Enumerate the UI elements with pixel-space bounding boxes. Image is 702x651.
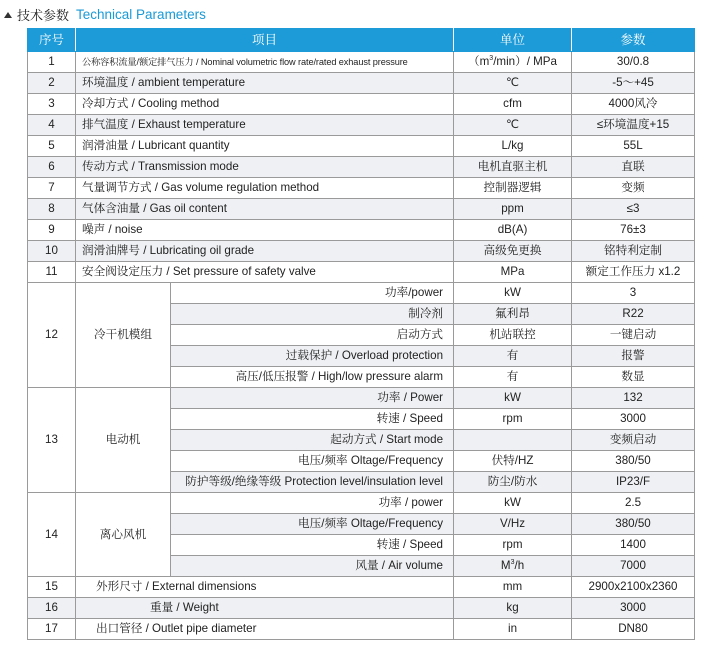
- section-header: [4, 3, 206, 25]
- row-item: 转速 / Speed: [171, 409, 454, 430]
- row-unit: 伏特/HZ: [454, 451, 572, 472]
- group-no: 14: [28, 493, 76, 577]
- row-unit: $M^3/h$: [454, 556, 572, 577]
- row-unit: V/Hz: [454, 514, 572, 535]
- row-unit: kW: [454, 283, 572, 304]
- row-unit: $(m^3/\min)/$ MPa: [454, 52, 572, 73]
- table-row: [28, 619, 695, 640]
- row-unit: 控制器逻辑: [454, 178, 572, 199]
- row-unit: 防尘/防水: [454, 472, 572, 493]
- row-no: 6: [28, 157, 76, 178]
- row-item: 功率 / Power: [171, 388, 454, 409]
- row-no: 1: [28, 52, 76, 73]
- table-row: [28, 283, 695, 304]
- triangle-icon: [4, 12, 12, 18]
- row-param: 76±3: [572, 220, 695, 241]
- col-header-unit: 单位: [454, 29, 572, 52]
- table-row: [28, 241, 695, 262]
- row-item: 排气温度 / Exhaust temperature: [76, 115, 454, 136]
- row-item: 电压/频率 Oltage/Frequency: [171, 451, 454, 472]
- section-title-en: Technical Parameters: [76, 6, 206, 22]
- row-unit: ppm: [454, 199, 572, 220]
- row-param: -5～+45: [572, 73, 695, 94]
- row-no: 3: [28, 94, 76, 115]
- group-no: 12: [28, 283, 76, 388]
- group-name: 冷干机模组: [76, 283, 171, 388]
- row-unit: 高级免更换: [454, 241, 572, 262]
- table-row: [28, 136, 695, 157]
- table-row: [28, 115, 695, 136]
- row-no: 11: [28, 262, 76, 283]
- row-item: 润滑油牌号 / Lubricating oil grade: [76, 241, 454, 262]
- row-item: 风量 / Air volume: [171, 556, 454, 577]
- row-unit: 机站联控: [454, 325, 572, 346]
- row-item: 外形尺寸 / External dimensions: [76, 577, 454, 598]
- row-unit: [454, 430, 572, 451]
- row-param: 铭特利定制: [572, 241, 695, 262]
- row-param: DN80: [572, 619, 695, 640]
- row-unit: 氟利昂: [454, 304, 572, 325]
- col-header-no: 序号: [28, 29, 76, 52]
- row-unit: kW: [454, 493, 572, 514]
- table-row: [28, 157, 695, 178]
- row-param: 直联: [572, 157, 695, 178]
- row-unit: rpm: [454, 409, 572, 430]
- row-item: 噪声 / noise: [76, 220, 454, 241]
- row-no: 10: [28, 241, 76, 262]
- group-name: 离心风机: [76, 493, 171, 577]
- row-unit: cfm: [454, 94, 572, 115]
- row-item: 润滑油量 / Lubricant quantity: [76, 136, 454, 157]
- row-param: 3000: [572, 598, 695, 619]
- row-unit: 有: [454, 346, 572, 367]
- row-param: 1400: [572, 535, 695, 556]
- row-param: 数显: [572, 367, 695, 388]
- row-item: 环境温度 / ambient temperature: [76, 73, 454, 94]
- row-no: 8: [28, 199, 76, 220]
- row-item: 传动方式 / Transmission mode: [76, 157, 454, 178]
- row-param: 30/0.8: [572, 52, 695, 73]
- table-row: [28, 199, 695, 220]
- row-item: 冷却方式 / Cooling method: [76, 94, 454, 115]
- row-param: 一键启动: [572, 325, 695, 346]
- row-unit: dB(A): [454, 220, 572, 241]
- table-row: [28, 220, 695, 241]
- row-item: 安全阀设定压力 / Set pressure of safety valve: [76, 262, 454, 283]
- row-item: 启动方式: [171, 325, 454, 346]
- row-param: 2.5: [572, 493, 695, 514]
- row-param: 380/50: [572, 514, 695, 535]
- table-row: [28, 493, 695, 514]
- row-param: 2900x2100x2360: [572, 577, 695, 598]
- row-param: 3: [572, 283, 695, 304]
- col-header-item: 项目: [76, 29, 454, 52]
- parameters-table: [27, 28, 695, 640]
- group-no: 13: [28, 388, 76, 493]
- row-item: 功率 / power: [171, 493, 454, 514]
- col-header-param: 参数: [572, 29, 695, 52]
- row-no: 9: [28, 220, 76, 241]
- row-param: R22: [572, 304, 695, 325]
- row-item: 电压/频率 Oltage/Frequency: [171, 514, 454, 535]
- table-row: [28, 598, 695, 619]
- row-param: 报警: [572, 346, 695, 367]
- row-no: 17: [28, 619, 76, 640]
- row-item: 重量 / Weight: [76, 598, 454, 619]
- row-param: 380/50: [572, 451, 695, 472]
- row-unit: mm: [454, 577, 572, 598]
- row-item: 制冷剂: [171, 304, 454, 325]
- row-unit: L/kg: [454, 136, 572, 157]
- row-param: 4000风冷: [572, 94, 695, 115]
- table-row: [28, 388, 695, 409]
- row-param: 7000: [572, 556, 695, 577]
- row-unit: in: [454, 619, 572, 640]
- row-item: 转速 / Speed: [171, 535, 454, 556]
- table-row: [28, 73, 695, 94]
- row-no: 2: [28, 73, 76, 94]
- table-row: [28, 52, 695, 73]
- row-param: ≤环境温度+15: [572, 115, 695, 136]
- table-row: [28, 94, 695, 115]
- row-item: 过载保护 / Overload protection: [171, 346, 454, 367]
- table-row: [28, 262, 695, 283]
- row-no: 15: [28, 577, 76, 598]
- row-param: 55L: [572, 136, 695, 157]
- row-unit: MPa: [454, 262, 572, 283]
- row-unit: ℃: [454, 73, 572, 94]
- row-item: 气体含油量 / Gas oil content: [76, 199, 454, 220]
- row-unit: kg: [454, 598, 572, 619]
- row-param: 变频启动: [572, 430, 695, 451]
- table-header-row: [28, 29, 695, 52]
- row-param: 3000: [572, 409, 695, 430]
- row-no: 4: [28, 115, 76, 136]
- row-param: ≤3: [572, 199, 695, 220]
- row-unit: ℃: [454, 115, 572, 136]
- table-row: [28, 178, 695, 199]
- row-no: 5: [28, 136, 76, 157]
- row-no: 7: [28, 178, 76, 199]
- row-no: 16: [28, 598, 76, 619]
- section-title-cn: 技术参数: [17, 7, 70, 23]
- row-item: 功率/power: [171, 283, 454, 304]
- group-name: 电动机: [76, 388, 171, 493]
- row-param: 132: [572, 388, 695, 409]
- row-unit: rpm: [454, 535, 572, 556]
- row-item: 防护等级/绝缘等级 Protection level/insulation level: [171, 472, 454, 493]
- row-item: 出口管径 / Outlet pipe diameter: [76, 619, 454, 640]
- row-item: 高压/低压报警 / High/low pressure alarm: [171, 367, 454, 388]
- table-row: [28, 577, 695, 598]
- row-unit: 电机直驱主机: [454, 157, 572, 178]
- row-unit: kW: [454, 388, 572, 409]
- row-param: 额定工作压力 x1.2: [572, 262, 695, 283]
- row-item: 公称容积流量/额定排气压力 / Nominal volumetric flow rate/rated exhaust pressure: [76, 52, 454, 73]
- row-param: 变频: [572, 178, 695, 199]
- row-item: 气量调节方式 / Gas volume regulation method: [76, 178, 454, 199]
- row-unit: 有: [454, 367, 572, 388]
- row-item: 起动方式 / Start mode: [171, 430, 454, 451]
- row-param: IP23/F: [572, 472, 695, 493]
